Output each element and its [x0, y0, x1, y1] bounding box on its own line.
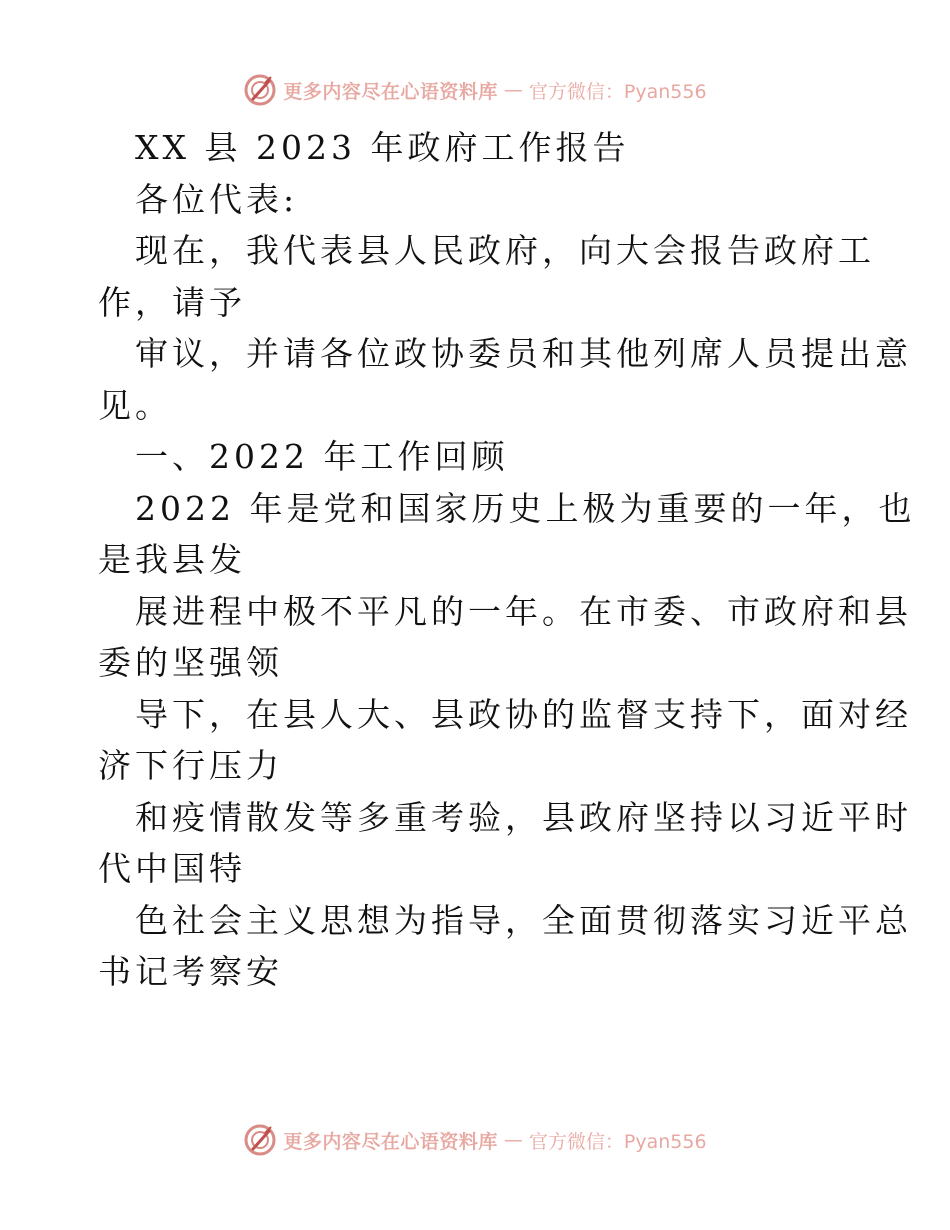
document-line: 书记考察安 — [98, 952, 283, 991]
document-body — [98, 122, 916, 998]
seal-logo-icon — [243, 73, 277, 107]
document-line: 展进程中极不平凡的一年。在市委、市政府和县 — [135, 591, 912, 631]
footer-watermark-banner — [0, 1120, 950, 1160]
document-line: 一、2022 年工作回顾 — [135, 437, 509, 476]
document-line: 导下，在县人大、县政协的监督支持下，面对经 — [135, 694, 912, 734]
watermark-contact: 官方微信：Pyan556 — [528, 1130, 707, 1153]
document-line: 色社会主义思想为指导，全面贯彻落实习近平总 — [135, 900, 912, 940]
watermark-text: 更多内容尽在心语资料库 — [283, 80, 498, 103]
document-line: XX 县 2023 年政府工作报告 — [135, 128, 630, 167]
document-line: 各位代表: — [135, 179, 299, 219]
document-line: 委的坚强领 — [98, 643, 283, 682]
watermark-contact: 官方微信：Pyan556 — [528, 80, 707, 103]
header-watermark-banner — [0, 70, 950, 110]
watermark-separator: — — [503, 1129, 523, 1151]
document-line: 济下行压力 — [98, 746, 283, 785]
document-line: 现在，我代表县人民政府，向大会报告政府工 — [135, 231, 875, 270]
document-line: 代中国特 — [98, 849, 246, 888]
document-line: 是我县发 — [98, 540, 246, 579]
document-line: 和疫情散发等多重考验，县政府坚持以习近平时 — [135, 797, 912, 837]
document-line: 2022 年是党和国家历史上极为重要的一年，也 — [135, 488, 916, 528]
seal-logo-icon — [243, 1123, 277, 1157]
document-line: 见。 — [98, 385, 172, 425]
watermark-separator: — — [503, 79, 523, 101]
document-line: 审议，并请各位政协委员和其他列席人员提出意 — [135, 334, 912, 373]
document-line: 作，请予 — [98, 282, 246, 322]
watermark-text: 更多内容尽在心语资料库 — [283, 1130, 498, 1153]
